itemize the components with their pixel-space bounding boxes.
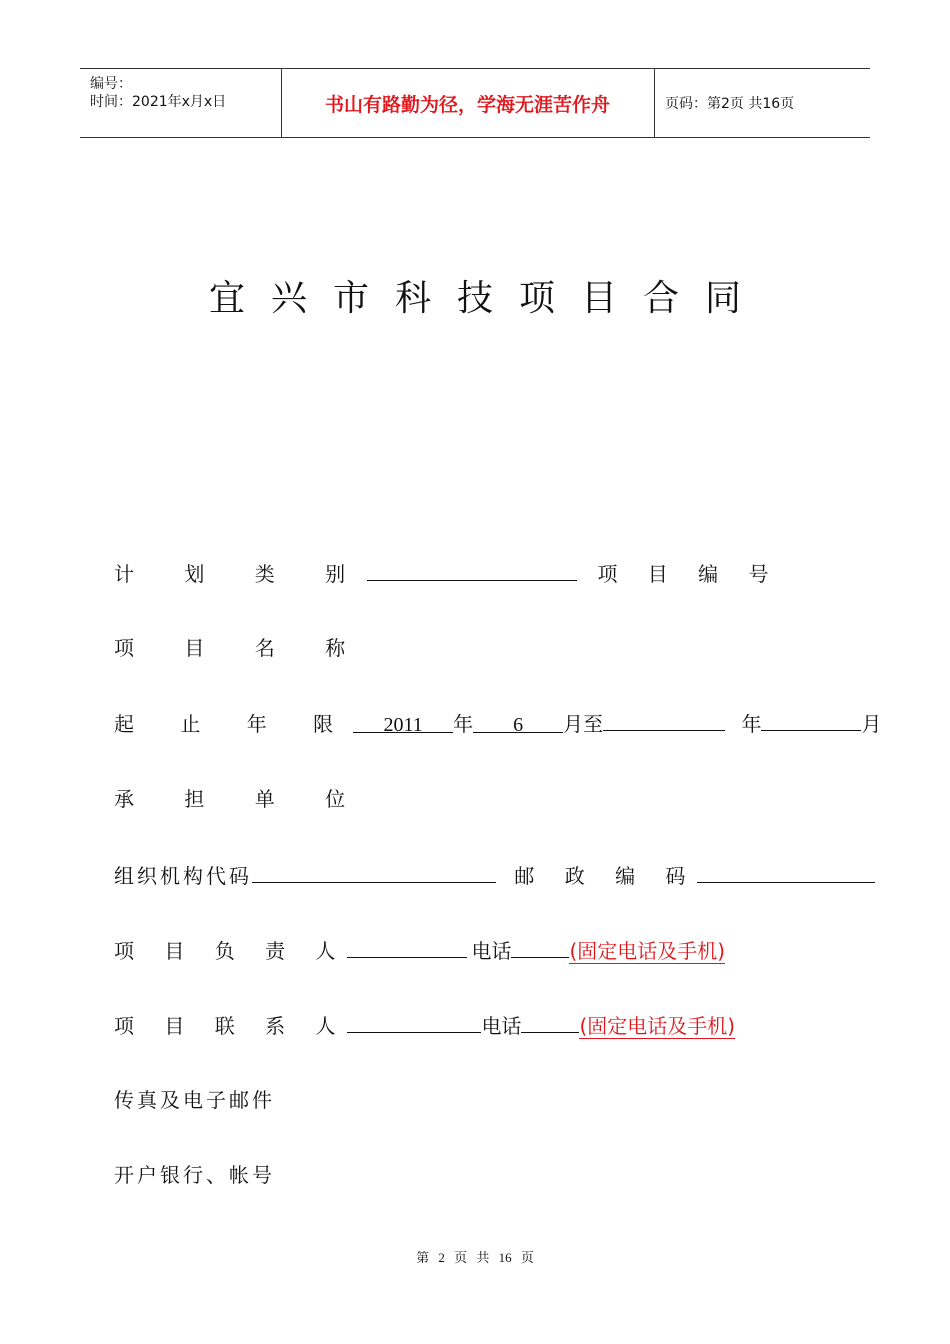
fax-email-label: 传真及电子邮件 (114, 1088, 275, 1112)
page-footer: 第 2 页 共 16 页 (416, 1250, 534, 1265)
end-month-blank (761, 708, 861, 731)
header-meta-cell (80, 69, 282, 137)
date-label: 时间：2021年x月x日 (90, 94, 227, 110)
project-contact-label: 项 目 联 系 人 (114, 1014, 348, 1038)
row-project-leader (114, 935, 725, 965)
row-org-code (114, 860, 875, 890)
period-label: 起 止 年 限 (114, 712, 354, 736)
project-leader-blank (347, 935, 467, 958)
year-char: 年 (453, 712, 474, 736)
month-char: 月 (861, 712, 882, 736)
org-code-label: 组织机构代码 (114, 864, 252, 888)
start-month-value: 6 (473, 710, 563, 733)
org-code-blank (252, 860, 496, 883)
project-number-label: 项 目 编 号 (597, 562, 781, 586)
row-fax-email (114, 1085, 275, 1115)
phone-hint-2: (固定电话及手机) (579, 1014, 736, 1038)
end-year-blank (603, 708, 725, 731)
project-leader-label: 项 目 负 责 人 (114, 939, 348, 963)
document-header (80, 68, 870, 138)
row-bank-account (114, 1160, 275, 1190)
postal-code-label: 邮 政 编 码 (514, 864, 698, 888)
phone-hint: (固定电话及手机) (569, 939, 726, 963)
document-title: 宜兴市科技项目合同 (208, 278, 767, 319)
row-period (114, 708, 881, 738)
row-plan-category (114, 558, 781, 588)
phone-label: 电话 (471, 939, 512, 963)
project-contact-blank (347, 1010, 481, 1033)
page-info: 页码：第2页 共16页 (665, 96, 795, 112)
phone-blank (511, 935, 569, 958)
motto-text: 书山有路勤为径，学海无涯苦作舟 (281, 69, 655, 137)
row-project-name (114, 633, 367, 663)
plan-category-label: 计 划 类 别 (114, 562, 368, 586)
row-undertaker (114, 784, 367, 814)
row-project-contact (114, 1010, 735, 1040)
phone-label-2: 电话 (481, 1014, 522, 1038)
start-year-value: 2011 (353, 710, 453, 733)
project-name-label: 项 目 名 称 (114, 636, 368, 660)
phone-blank-2 (521, 1010, 579, 1033)
month-to: 月至 (563, 712, 604, 736)
year-char-2: 年 (741, 712, 762, 736)
bank-account-label: 开户银行、帐号 (114, 1163, 275, 1187)
plan-category-blank (367, 558, 577, 581)
undertaker-label: 承 担 单 位 (114, 787, 368, 811)
serial-label: 编号： (90, 76, 132, 92)
postal-code-blank (697, 860, 875, 883)
